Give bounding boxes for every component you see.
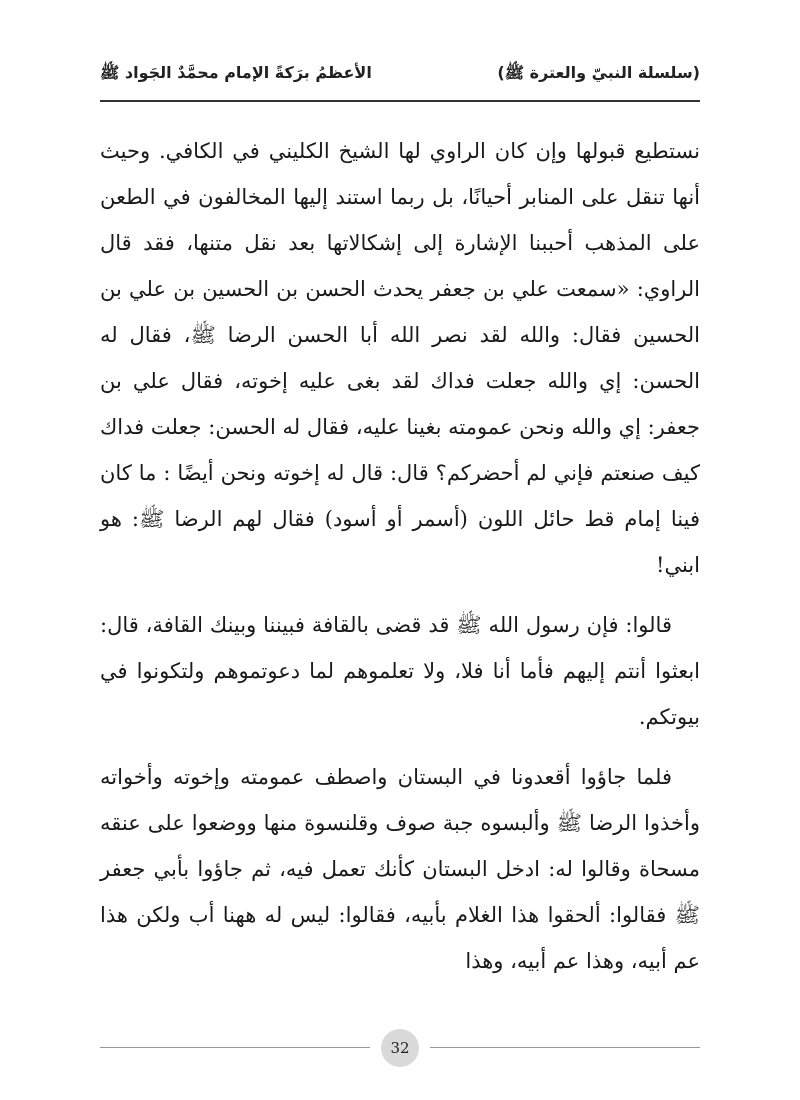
page-number: 32 xyxy=(381,1029,419,1067)
running-header xyxy=(100,56,700,92)
footer-rule-left xyxy=(100,1047,370,1048)
page-footer xyxy=(100,1028,700,1068)
body-text xyxy=(100,128,700,984)
header-rule xyxy=(100,100,700,102)
book-title: الأعظمُ برَكةً الإمام محمَّدٌ الجَواد ﷺ xyxy=(100,62,372,82)
footer-rule-right xyxy=(430,1047,700,1048)
series-title: (سلسلة النبيّ والعترة ﷺ) xyxy=(497,62,700,82)
paragraph: فلما جاؤوا أقعدونا في البستان واصطف عمومته وإخوته وأخواته وأخذوا الرضا ﷺ وألبسوه جبة صوف وقلنسوة منها ووضعوا على عنقه مسحاة وقالوا له: ادخل البستان كأنك تعمل فيه، ثم جاؤوا بأبي جعفر ﷺ فقالوا: ألحقوا هذا الغلام بأبيه، فقالوا: ليس له ههنا أب ولكن هذا عم أبيه، وهذا عم أبيه، وهذا xyxy=(100,765,700,973)
paragraph: نستطيع قبولها وإن كان الراوي لها الشيخ الكليني في الكافي. وحيث أنها تنقل على المنابر أحيانًا، بل ربما استند إليها المخالفون في الطعن على المذهب أحببنا الإشارة إلى إشكالاتها بعد نقل متنها، فقد قال الراوي: «سمعت علي بن جعفر يحدث الحسن بن الحسين بن علي بن الحسين فقال: والله لقد نصر الله أبا الحسن الرضا ﷺ، فقال له الحسن: إي والله جعلت فداك لقد بغى عليه إخوته، فقال علي بن جعفر: إي والله ونحن عمومته بغينا عليه، فقال له الحسن: جعلت فداك كيف صنعتم فإني لم أحضركم؟ قال: قال له إخوته ونحن أيضًا : ما كان فينا إمام قط حائل اللون (أسمر أو أسود) فقال لهم الرضا ﷺ: هو ابني! xyxy=(100,139,700,577)
paragraph: قالوا: فإن رسول الله ﷺ قد قضى بالقافة فبيننا وبينك القافة، قال: ابعثوا أنتم إليهم فأما أنا فلا، ولا تعلموهم لما دعوتموهم ولتكونوا في بيوتكم. xyxy=(100,613,700,729)
